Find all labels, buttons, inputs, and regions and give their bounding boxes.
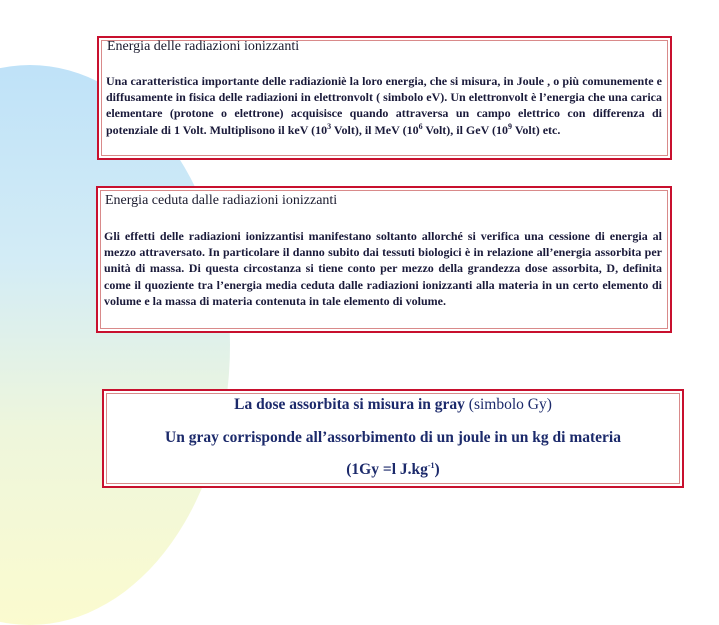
energy-transfer-title: Energia ceduta dalle radiazioni ionizzanti — [105, 193, 338, 208]
gray-line-2: Un gray corrisponde all’assorbimento di un joule in un kg di materia — [165, 429, 621, 446]
energy-radiation-text: Una caratteristica importante delle radiazioniè la loro energia, che si misura, in Joule , o più comunemente e diffusamente in fisica delle radiazioni in elettronvolt ( simbolo eV). Un elettronvolt è l’energia che una carica elementare (protone o elettrone) acquisisce quando attraversa un campo elettrico con differenza di potenziale di 1 Volt. Multiplisono il keV ($10^3$ Volt), il MeV ($10^6$ Volt), il GeV ($10^9$ Volt) etc. — [106, 74, 662, 137]
energy-radiation-title: Energia delle radiazioni ionizzanti — [107, 39, 300, 54]
gray-line-1: La dose assorbita si misura in gray (simbolo Gy) — [234, 396, 552, 413]
gray-line-3: (1Gy =l $J.kg^{-1}$) — [346, 460, 440, 478]
energy-transfer-text: Gli effetti delle radiazioni ionizzantisi manifestano soltanto allorché si verifica una cessione di energia al mezzo attraversato. In particolare il danno subito dai tessuti biologici è in relazione all’energia assorbita per unità di massa. Di questa circostanza si tiene conto per mezzo della grandezza dose assorbita, D, definita come il quoziente tra l’energia media ceduta dalle radiazioni ionizzanti alla materia in un certo elemento di volume e la massa di materia contenuta in tale elemento di volume. — [104, 229, 662, 308]
